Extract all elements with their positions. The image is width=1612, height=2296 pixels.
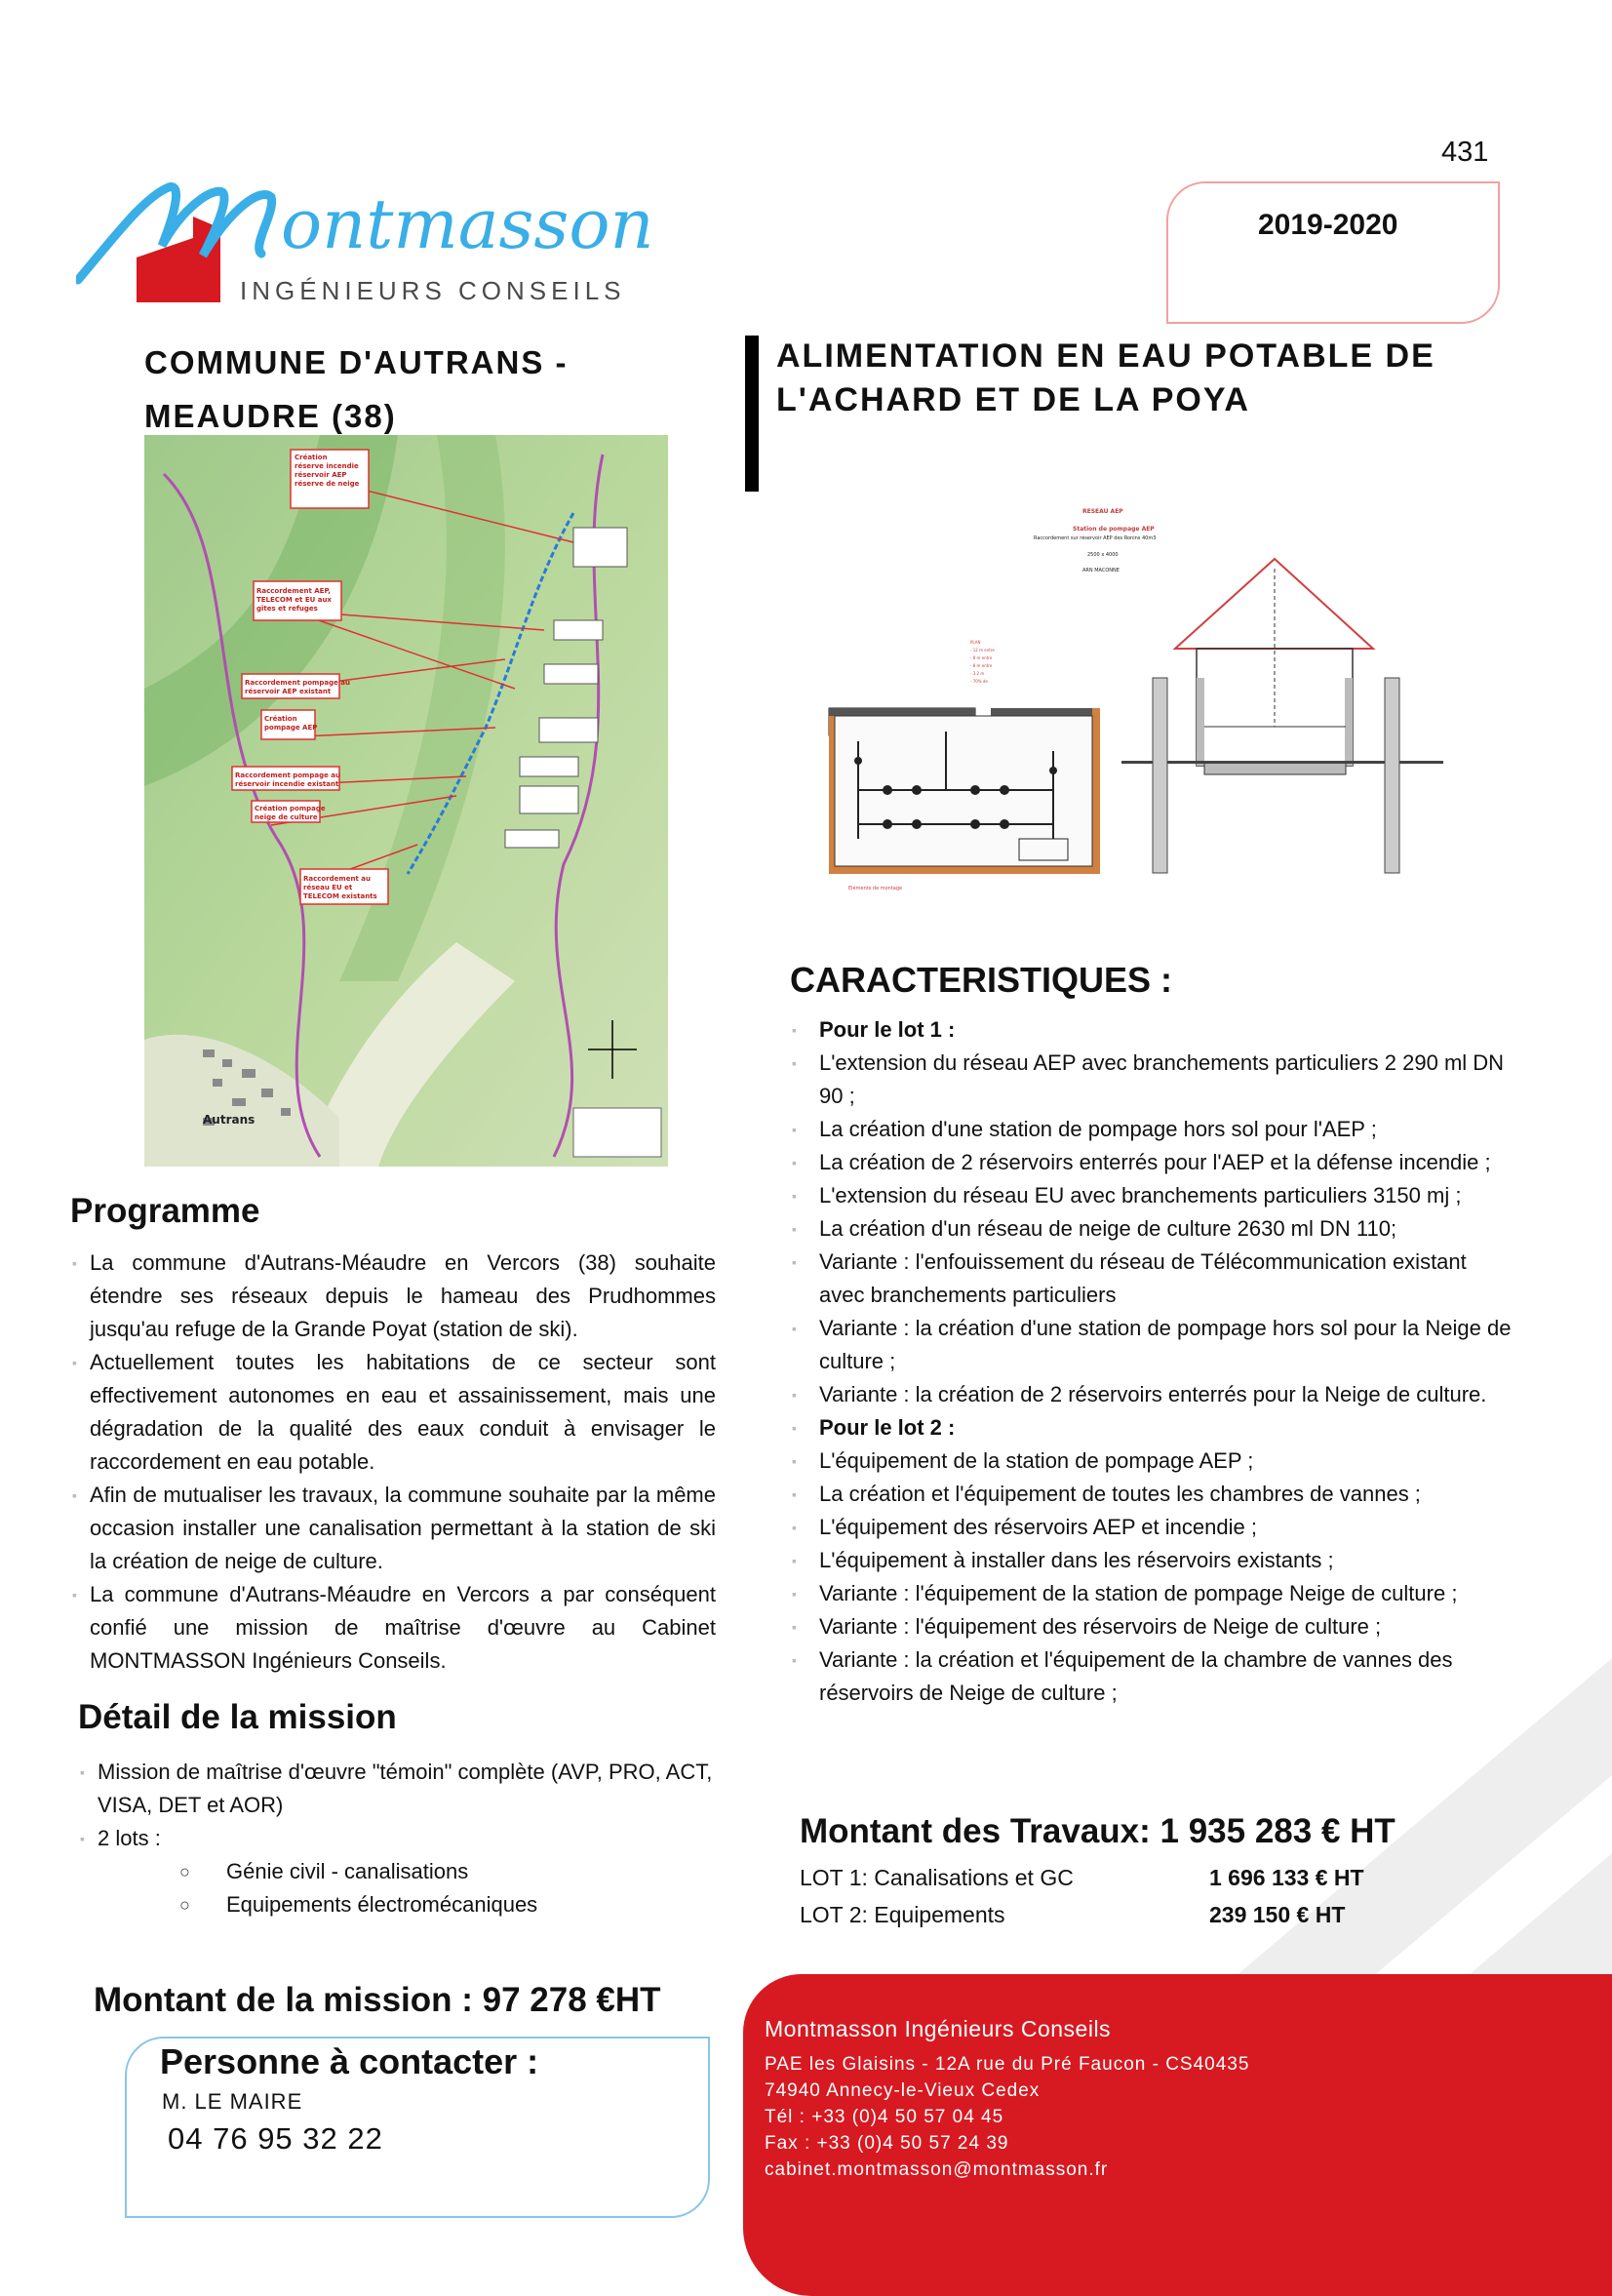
list-item: ▪ 2 lots :: [78, 1822, 722, 1855]
title-accent-bar: [745, 336, 759, 492]
contact-phone: 04 76 95 32 22: [168, 2121, 383, 2156]
svg-text:- 8 m entre: - 8 m entre: [970, 663, 993, 668]
lot2-value: 239 150 € HT: [1209, 1902, 1346, 1927]
list-item: ▪ L'équipement à installer dans les réservoirs existants ;: [790, 1544, 1512, 1577]
page-number: 431: [1441, 137, 1489, 168]
svg-text:ontmasson: ontmasson: [281, 184, 654, 264]
svg-text:gîtes et refuges: gîtes et refuges: [256, 605, 318, 613]
lot1-label: ▪ Pour le lot 1 :: [790, 1013, 1512, 1047]
travaux-heading: Montant des Travaux: 1 935 283 € HT: [800, 1812, 1396, 1850]
programme-list: [70, 1247, 716, 1678]
svg-text:réseau EU et: réseau EU et: [303, 884, 353, 891]
contact-name: M. LE MAIRE: [162, 2089, 303, 2114]
svg-text:Raccordement pompage au: Raccordement pompage au: [245, 679, 350, 687]
list-item: ▪ Afin de mutualiser les travaux, la commune souhaite par la même occasion installer une canalisation permettant à la station de ski la création de neige de culture.: [70, 1479, 716, 1578]
project-title: ALIMENTATION EN EAU POTABLE DE L'ACHARD ET DE LA POYA: [776, 337, 1435, 418]
svg-text:Raccordement sur réservoir AEP: Raccordement sur réservoir AEP des Ronins 40m3: [1034, 535, 1157, 541]
svg-text:Raccordement pompage au: Raccordement pompage au: [235, 772, 340, 779]
project-year: 2019-2020: [1258, 209, 1398, 241]
svg-text:Création pompage: Création pompage: [255, 805, 326, 812]
lot1-label: LOT 1: Canalisations et GC: [800, 1865, 1074, 1890]
lot2-label: ▪ Pour le lot 2 :: [790, 1411, 1512, 1445]
list-item: ▪ La commune d'Autrans-Méaudre en Vercors (38) souhaite étendre ses réseaux depuis le hameau des Prudhommes jusqu'au refuge de la Grande Poyat (station de ski).: [70, 1247, 716, 1346]
caracteristiques-heading: CARACTERISTIQUES :: [790, 960, 1173, 1000]
list-item: ▪ L'équipement de la station de pompage AEP ;: [790, 1445, 1512, 1478]
list-item: ▪ Variante : la création et l'équipement de la chambre de vannes des réservoirs de Neige de culture ;: [790, 1643, 1512, 1710]
svg-text:Raccordement AEP,: Raccordement AEP,: [256, 587, 331, 595]
logo-tagline: INGÉNIEURS CONSEILS: [240, 276, 626, 305]
year-box: [1166, 181, 1500, 324]
pumping-station-schema: [809, 507, 1580, 897]
list-item: ▪ L'équipement des réservoirs AEP et incendie ;: [790, 1511, 1512, 1544]
lot2-label: LOT 2: Equipements: [800, 1902, 1005, 1927]
svg-text:pompage AEP: pompage AEP: [264, 724, 318, 732]
list-item: ▪ La commune d'Autrans-Méaudre en Vercors a par conséquent confié une mission de maîtrise d'œuvre au Cabinet MONTMASSON Ingénieurs Conseils.: [70, 1578, 716, 1678]
programme-heading: Programme: [70, 1192, 260, 1230]
svg-text:réserve de neige: réserve de neige: [295, 480, 360, 488]
mission-amount: Montant de la mission : 97 278 €HT: [94, 1981, 661, 2019]
list-item: ▪ La création de 2 réservoirs enterrés pour l'AEP et la défense incendie ;: [790, 1146, 1512, 1179]
list-item: ▪ L'extension du réseau AEP avec branchements particuliers 2 290 ml DN 90 ;: [790, 1047, 1512, 1113]
list-item: ▪ Mission de maîtrise d'œuvre "témoin" complète (AVP, PRO, ACT, VISA, DET et AOR): [78, 1756, 722, 1822]
list-item: ▪ La création d'une station de pompage hors sol pour l'AEP ;: [790, 1113, 1512, 1146]
svg-text:Station de pompage AEP: Station de pompage AEP: [1073, 526, 1155, 533]
list-item: ▪ La création et l'équipement de toutes les chambres de vannes ;: [790, 1478, 1512, 1511]
svg-text:ARN MACONNE: ARN MACONNE: [1082, 568, 1120, 574]
commune-title: COMMUNE D'AUTRANS - MEAUDRE (38): [144, 344, 569, 434]
footer-address2: 74940 Annecy-le-Vieux Cedex: [765, 2080, 1041, 2101]
detail-heading: Détail de la mission: [78, 1698, 397, 1736]
list-item: [78, 1855, 722, 1888]
list-item: ▪ Variante : la création d'une station de pompage hors sol pour la Neige de culture ;: [790, 1312, 1512, 1378]
footer-fax: Fax : +33 (0)4 50 57 24 39: [765, 2133, 1009, 2154]
footer-tel: Tél : +33 (0)4 50 57 04 45: [765, 2107, 1004, 2127]
svg-text:neige de culture: neige de culture: [255, 813, 318, 821]
svg-text:- 70% de: - 70% de: [970, 679, 988, 684]
footer-company: Montmasson Ingénieurs Conseils: [765, 2016, 1112, 2041]
svg-text:- 3.2 m: - 3.2 m: [970, 671, 985, 676]
list-item: ▪ Actuellement toutes les habitations de ce secteur sont effectivement autonomes en eau et assainissement, mais une dégradation de la qualité des eaux conduit à envisager le raccordement en eau potable.: [70, 1346, 716, 1479]
sub-item-label: Génie civil - canalisations: [226, 1859, 469, 1883]
svg-text:réserve incendie: réserve incendie: [295, 462, 359, 470]
sub-item-label: Equipements électromécaniques: [226, 1892, 538, 1917]
svg-text:- 12 m entre: - 12 m entre: [970, 648, 995, 653]
caracteristiques-list: [790, 1013, 1512, 1710]
project-map: [144, 435, 668, 1167]
footer-address1: PAE les Glaisins - 12A rue du Pré Faucon - CS40435: [765, 2054, 1250, 2075]
lot1-value: 1 696 133 € HT: [1209, 1865, 1364, 1890]
svg-text:TELECOM existants: TELECOM existants: [303, 892, 377, 900]
svg-text:- 8 m entre: - 8 m entre: [970, 655, 993, 660]
svg-text:Création: Création: [295, 454, 328, 461]
list-item: ▪ Variante : l'enfouissement du réseau de Télécommunication existant avec branchements particuliers: [790, 1246, 1512, 1312]
list-item: ▪ Variante : la création de 2 réservoirs enterrés pour la Neige de culture.: [790, 1378, 1512, 1411]
svg-text:réservoir AEP: réservoir AEP: [295, 471, 347, 479]
svg-text:Raccordement au: Raccordement au: [303, 875, 371, 883]
contact-heading: Personne à contacter :: [160, 2041, 539, 2081]
svg-text:Autrans: Autrans: [203, 1113, 256, 1127]
svg-text:TELECOM et EU aux: TELECOM et EU aux: [256, 596, 332, 604]
svg-text:réservoir incendie existant: réservoir incendie existant: [235, 780, 339, 788]
svg-text:2500 x 4000: 2500 x 4000: [1087, 552, 1119, 558]
svg-text:RESEAU AEP: RESEAU AEP: [1082, 508, 1123, 515]
svg-text:Eléments de montage: Eléments de montage: [848, 886, 903, 891]
list-item: ▪ Variante : l'équipement de la station de pompage Neige de culture ;: [790, 1577, 1512, 1610]
svg-text:Création: Création: [264, 715, 297, 723]
list-item: ▪ Variante : l'équipement des réservoirs de Neige de culture ;: [790, 1610, 1512, 1643]
list-item: ▪ L'extension du réseau EU avec branchements particuliers 3150 mj ;: [790, 1179, 1512, 1212]
footer-email[interactable]: cabinet.montmasson@montmasson.fr: [765, 2159, 1109, 2180]
svg-text:PLAN: PLAN: [970, 640, 981, 645]
svg-text:réservoir AEP existant: réservoir AEP existant: [245, 688, 332, 695]
list-item: [78, 1888, 722, 1921]
detail-list: [78, 1756, 722, 1921]
list-item: ▪ La création d'un réseau de neige de culture 2630 ml DN 110;: [790, 1212, 1512, 1246]
